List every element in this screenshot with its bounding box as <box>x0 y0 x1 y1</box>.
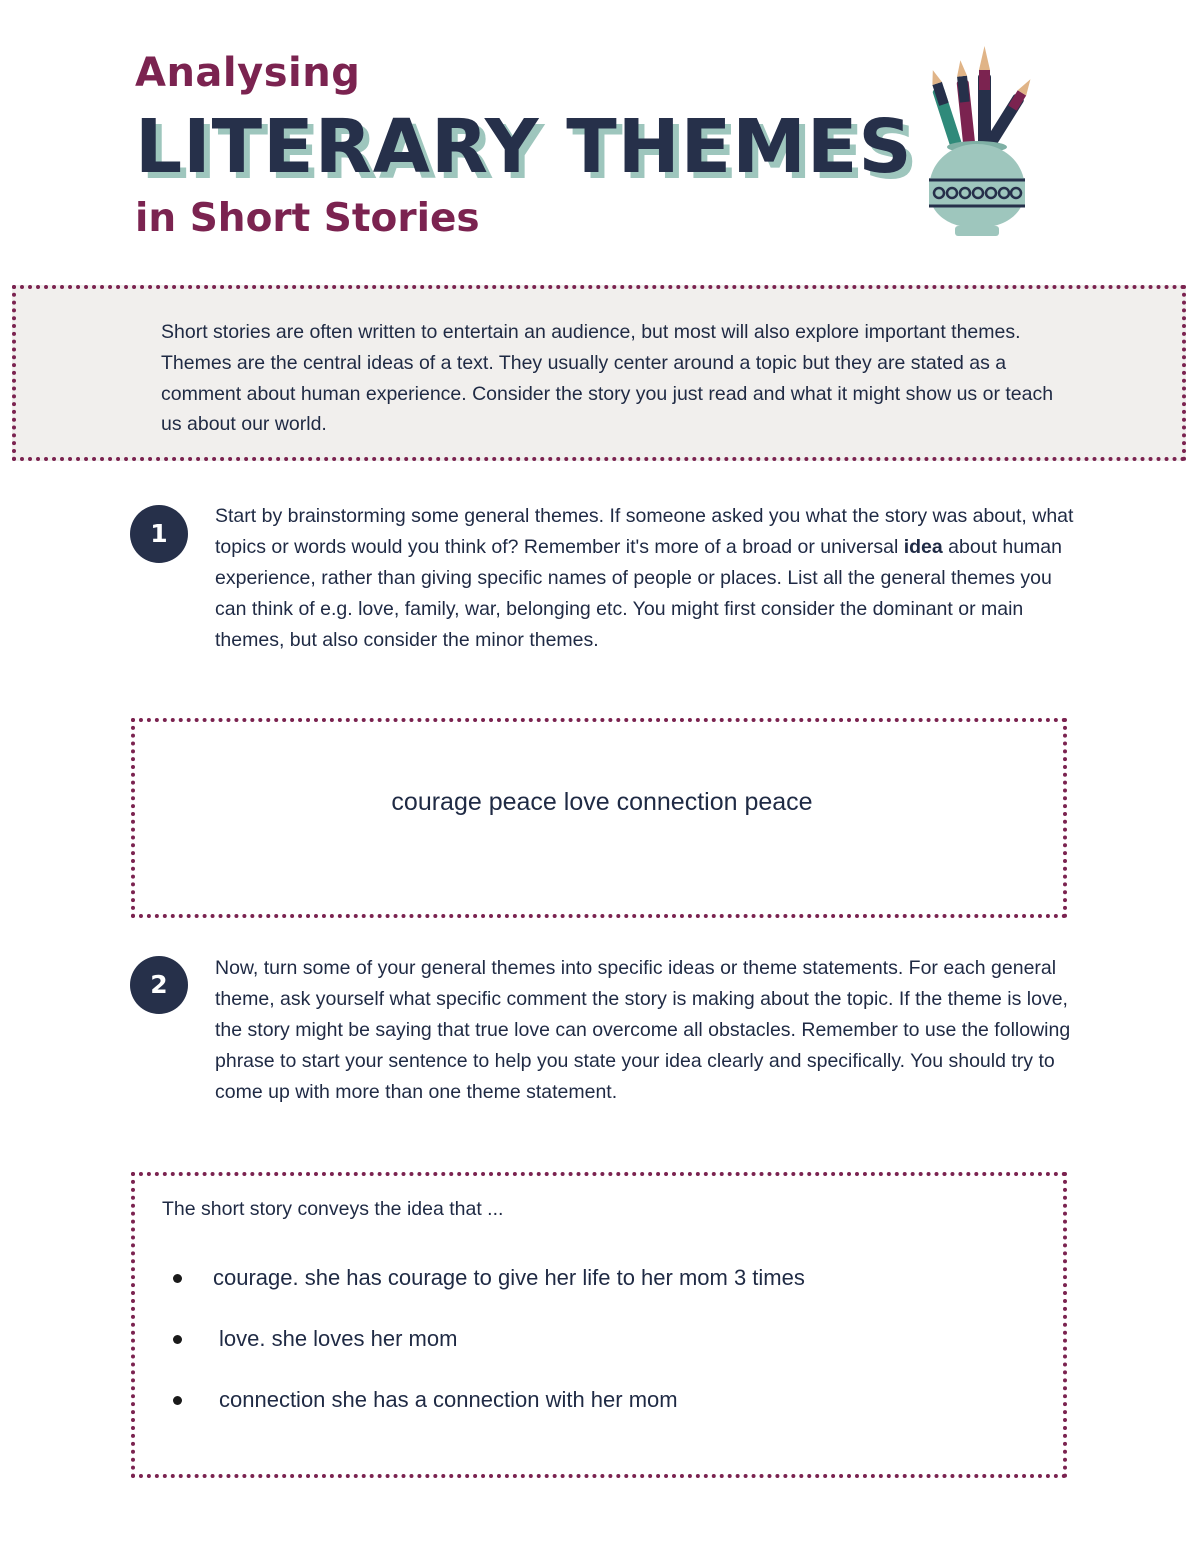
step-1-instructions <box>215 501 1085 656</box>
pen-vase-icon <box>915 42 1040 242</box>
answer-box-2[interactable] <box>131 1172 1067 1478</box>
bullet-item-connection[interactable] <box>173 1387 678 1413</box>
step-1-text-bold: idea <box>903 536 943 558</box>
title-analysing: Analysing <box>135 50 361 96</box>
bullet-text[interactable]: connection she has a connection with her mom <box>219 1387 678 1412</box>
bullet-text[interactable]: courage. she has courage to give her life to her mom 3 times <box>213 1265 805 1290</box>
step-1-text-b: about human experience, rather than giving specific names of people or places. List all the general themes you can think of e.g. love, family, war, belonging etc. You might first consider the dominant or main themes, but also consider the minor themes. <box>215 536 1062 651</box>
answer-box-1[interactable] <box>131 718 1067 918</box>
page-title: LITERARY THEMES <box>135 104 913 190</box>
bullet-dot <box>173 1396 182 1405</box>
page-subtitle: in Short Stories <box>135 196 480 241</box>
bullet-dot <box>173 1335 182 1344</box>
bullet-dot <box>173 1274 182 1283</box>
answer-1-text[interactable]: courage peace love connection peace <box>391 788 813 816</box>
bullet-item-courage[interactable] <box>173 1265 805 1291</box>
step-2-badge: 2 <box>130 956 188 1014</box>
step-1-text-a: Start by brainstorming some general themes. If someone asked you what the story was about, what topics or words would you think of? Remember it's more of a broad or universal <box>215 505 1074 558</box>
intro-text: Short stories are often written to entertain an audience, but most will also explore important themes. Themes are the central ideas of a text. They usually center around a topic but they are stated as a comment about human experience. Consider the story you just read and what it might show us or teach us about our world. <box>161 321 1054 436</box>
step-2-instructions: Now, turn some of your general themes into specific ideas or theme statements. For each general theme, ask yourself what specific comment the story is making about the topic. If the theme is love, the story might be saying that true love can overcome all obstacles. Remember to use the following phrase to start your sentence to help you state your idea clearly and specifically. You should try to come up with more than one theme statement. <box>215 957 1071 1103</box>
answer-2-lead: The short story conveys the idea that ... <box>162 1198 504 1220</box>
bullet-text[interactable]: love. she loves her mom <box>219 1326 458 1351</box>
bullet-item-love[interactable] <box>173 1326 457 1352</box>
intro-box <box>12 285 1186 461</box>
step-1-badge: 1 <box>130 505 188 563</box>
